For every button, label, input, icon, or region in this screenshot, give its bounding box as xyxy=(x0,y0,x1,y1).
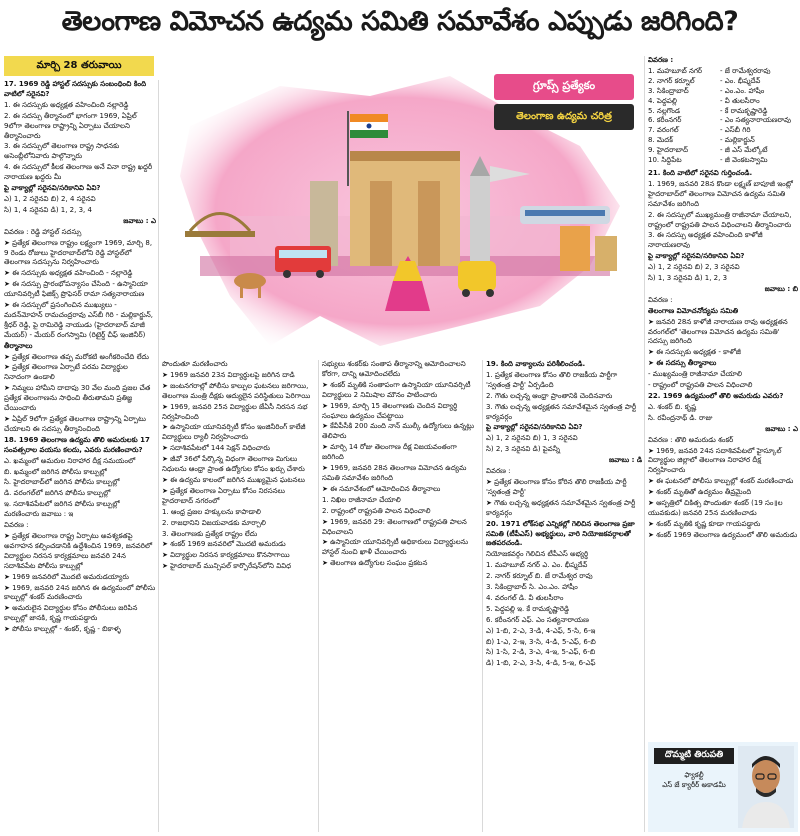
table-row xyxy=(648,107,798,117)
body-text: ➤ 1969, జనవరి 29: తెలంగాణలో రాష్ట్రపతి పాలన విధించాలని xyxy=(322,517,467,536)
body-text: ➤ ఈ ఘటనలో పోలీసు కాల్పుల్లో శంకర్ మరణించాడు xyxy=(648,477,794,486)
body-text: 6. కరీంనగర్ ఎఫ్. ఎం సత్యనారాయణ xyxy=(486,615,589,624)
body-text: ఇ. సదాశివపేటలో జరిగిన పోలీసు కాల్పుల్లో మరణించారు జవాబు : ఇ xyxy=(4,500,120,519)
body-text: ఎ. శంకర్ బి. కృష్ణ xyxy=(648,402,697,411)
body-text: 3. ఈ సదస్సులో తెలంగాణ రాష్ట్ర సాధనకు అసెంబ్లీలోనివారు పాల్గొన్నారు xyxy=(4,142,120,161)
body-text: డి) 1-బి, 2-ఎ, 3-సి, 4-డి, 5-ఇ, 6-ఎఫ్ xyxy=(486,659,596,668)
body-text: 3. ఈ సదస్సు అధ్యక్షత వహించింది కాళోజీ నారాయణరావు xyxy=(648,231,763,250)
column-4 xyxy=(486,360,642,832)
question-text: పై వాక్యాల్లో సరైనవి/సరికానివి ఏవి? xyxy=(648,252,745,261)
body-text: ➤ గౌతు లచ్చన్న అధ్యక్షతన సమావేశమైన స్వతంత్ర పార్టీ కార్యవర్గం xyxy=(486,498,636,517)
body-text: ➤ ప్రత్యేక తెలంగాణ కోసం కోరిన తొలి రాజకీయ పార్టీ 'స్వతంత్ర పార్టీ' xyxy=(486,477,627,496)
body-text: ➤ 1969 జనవరి 23న విద్యార్థులపై జరిగిన దాడి xyxy=(162,370,295,379)
body-text: ఎ. ఖమ్మంలో అమరుల నిరాహార దీక్ష సమయంలో xyxy=(4,456,136,465)
table-row xyxy=(648,77,798,87)
answer-line: జవాబు : ఎ xyxy=(123,216,156,225)
question-text: 17. 1969 రెడ్డి హాస్టల్ సదస్సుకు సంబంధించి కింది వాటిలో సరైనవి? xyxy=(4,80,147,98)
table-row xyxy=(648,67,798,77)
section-heading: తీర్మానాలు xyxy=(4,341,33,350)
body-text: సి) 1, 4 సరైనవి డి) 1, 2, 3, 4 xyxy=(4,205,92,214)
body-text: 2. ఈ సదస్సు తీర్మానంలో భాగంగా 1969, ఏప్రిల్ 9లోగా తెలంగాణ రాష్ట్రాన్ని ఏర్పాటు చేయాలని తీర్మానించారు xyxy=(4,111,137,140)
winner-cell: - వీ తులసీరాం xyxy=(720,96,760,105)
body-text: ➤ పోలీసు కాల్పుల్లో - శంకర్, కృష్ణ - బికాళ్ళ xyxy=(4,625,122,634)
body-text: ➤ హైదరాబాద్ మున్సిపల్ కార్పొరేషన్‌లోని వివిధ xyxy=(162,562,292,571)
body-text: 2. నాగర్ కర్నూల్ బి. జే రామేశ్వర రావు xyxy=(486,572,593,581)
body-text: ➤ ఉస్మానియా యూనివర్సిటీ అధికారులు విద్యార్థులను హాస్టల్ నుంచి ఖాళీ చేయించారు xyxy=(322,538,469,557)
body-text: - ముఖ్యమంత్రి రాజీనామా చేయాలి xyxy=(648,370,742,379)
body-text: ➤ శంకర్ 1969 తెలంగాణ ఉద్యమంలో తొలి అమరుడు xyxy=(648,530,798,539)
body-text: 1. ఈ సదస్సుకు అధ్యక్షత వహించింది నల్లారెడ్డి xyxy=(4,100,129,109)
body-text: ➤ 1969, జనవరి 25న విద్యార్థుల జేఏసీ నిరసన సభ నిర్వహించింది xyxy=(162,402,308,421)
body-text: ➤ ఈ సదస్సుకు అధ్యక్షత - కాళోజీ xyxy=(648,348,741,357)
body-text: పొందుతూ మరణించారు xyxy=(162,360,228,368)
body-text: ➤ ప్రత్యేక తెలంగాణ ఏర్పాటు కోసం నిరసనలు హైదరాబాద్ నగరంలో xyxy=(162,486,285,505)
body-text: ➤ శంకర్ 1969 జనవరిలో మొదటి అమరుడు xyxy=(162,540,286,549)
body-text: ఎ) 1, 2 సరైనవి బి) 2, 3 సరైనవి xyxy=(648,263,740,272)
body-text: సి. రవీంద్రనాథ్ డి. రాజు xyxy=(648,413,713,422)
winner-cell: - జే రామేశ్వరరావు xyxy=(720,66,771,75)
body-text: బి. ఖమ్మంలో జరిగిన పోలీసు కాల్పుల్లో xyxy=(4,467,107,476)
question-text: 21. కింది వాటిలో సరైనవి గుర్తించండి. xyxy=(648,168,753,177)
body-text: 2. ఈ సదస్సులో ముఖ్యమంత్రి రాజీనామా చేయాలని, రాష్ట్రంలో రాష్ట్రపతి పాలన విధించాలని తీర్మానించారు xyxy=(648,210,792,229)
body-text: ➤ శంకర్ మృతికి కృష్ణ కూడా గాయపడ్డారు xyxy=(648,519,761,528)
column-3 xyxy=(322,360,480,832)
answer-line: జవాబు : బి xyxy=(764,284,798,293)
body-text: 3. సికింద్రాబాద్ సి. ఎం.ఎం. హాషీం xyxy=(486,583,578,592)
winner-cell: - కే రామకృష్ణారెడ్డి xyxy=(720,106,768,115)
column-5-label: వివరణ : xyxy=(648,56,674,64)
body-text: ➤ ఏప్రిల్ 9లోగా ప్రత్యేక తెలంగాణ రాష్ట్రాన్ని ఏర్పాటు చేయాలని ఈ సదస్సు తీర్మానించింది xyxy=(4,415,146,433)
question-text: 19. కింది వాక్యాలను పరిశీలించండి. xyxy=(486,360,586,368)
author-box xyxy=(648,742,798,832)
body-text: 2. గౌతు లచ్చన్న ఆంధ్రా ప్రాంతానికి చెందినవారు xyxy=(486,391,613,400)
groups-special-badge: గ్రూప్స్ ప్రత్యేకం xyxy=(494,74,634,100)
body-text: - రాష్ట్రంలో రాష్ట్రపతి పాలన విధించాలి xyxy=(648,381,753,390)
question-text: 20. 1971 లోక్‌సభ ఎన్నికల్లో గెలిచిన తెలంగాణ ప్రజా సమితి (టీపీఎస్) అభ్యర్థులు, వారి నియోజకవర్గాలతో జతపరచండి. xyxy=(486,519,635,548)
body-text: 1. 1969, జనవరి 28న కొండా లక్ష్మణ్ బాపూజీ ఇంట్లో హైదరాబాద్‌లో తెలంగాణ విమోచన ఉద్యమ సమితి సమావేశం జరిగింది xyxy=(648,179,793,208)
question-text: 22. 1969 ఉద్యమంలో తొలి అమరుడు ఎవరు? xyxy=(648,392,784,400)
body-text: సి) 1, 3 సరైనవి డి) 1, 2, 3 xyxy=(648,274,728,283)
body-text: ఎ) 1, 2 సరైనవి బి) 1, 3 సరైనవి xyxy=(486,434,578,443)
author-role xyxy=(654,770,734,790)
body-text: ➤ 1969, జనవరి 28న తెలంగాణ విమోచన ఉద్యమ సమితి సమావేశం జరిగింది xyxy=(322,464,467,482)
section-heading: తెలంగాణ విమోచనోద్యమ సమితి xyxy=(648,306,739,315)
answer-line: జవాబు : ఎ xyxy=(765,424,798,433)
body-text: సి) 2, 3 సరైనవి డి) పైవన్నీ xyxy=(486,445,561,454)
body-text: సి. హైదరాబాద్‌లో జరిగిన పోలీసు కాల్పుల్లో xyxy=(4,478,120,487)
body-text: 1. మహబూబ్ నగర్ ఎ. ఎం. భీష్మదేవ్ xyxy=(486,561,588,570)
constituency-cell: 2. నాగర్ కర్నూల్ xyxy=(648,76,695,85)
table-row xyxy=(648,136,798,146)
body-text: ➤ మార్చి 14 రోజు తెలంగాణ దీక్ష విజయవంతంగా జరిగింది xyxy=(322,443,457,462)
body-text: వివరణ : xyxy=(648,295,673,304)
body-text: ➤ జంటనగరాల్లో పోలీసు కాల్పుల ఘటనలు జరిగాయి, తెలంగాణ మంత్రి దీక్షకు ఆద్యులైన పరిస్థితులు పెరిగాయి xyxy=(162,381,311,400)
body-text: ➤ తెలంగాణ ఉద్యోగుల సంఘం ప్రకటన xyxy=(322,559,428,568)
body-text: ➤ ఈ సదస్సుకు అధ్యక్షత వహించింది - నల్లారెడ్డి xyxy=(4,269,133,278)
winner-cell: - ఎం సత్యనారాయణరావు xyxy=(720,116,791,125)
body-text: ఎ) 1, 2 సరైనవి బి) 2, 4 సరైనవి xyxy=(4,194,96,203)
body-text: ➤ శంకర్ మృతికి సంతాపంగా ఉస్మానియా యూనివర్సిటీ విద్యార్థులు 2 నిమిషాల మౌనం పాటించారు xyxy=(322,380,471,399)
question-text: పై వాక్యాల్లో సరైనవి/సరికానివి ఏవి? xyxy=(4,184,101,193)
author-role-title: ఫ్యాకల్టీ xyxy=(684,771,704,779)
body-text: ➤ జనవరి 28న కాళోజీ నారాయణ రావు అధ్యక్షతన వరంగల్‌లో 'తెలంగాణ విమోచన ఉద్యమ సమితి' సదస్సు జరిగింది xyxy=(648,317,788,346)
body-text: ➤ ఈ సదస్సు ప్రారంభోపన్యాసం చేసింది - ఉస్మానియా యూనివర్సిటీ ఫిజిక్స్ ప్రొఫెసర్ రామా సత్యనారాయణ xyxy=(4,280,148,299)
body-text: ➤ జీవో 36లో పేర్కొన్న విధంగా తెలంగాణ మిగులు నిధులను ఆంధ్రా ప్రాంత ఉద్యోగుల కోసం ఖర్చు చేశారు xyxy=(162,455,305,474)
body-text: వివరణ : రెడ్డి హాస్టల్ సదస్సు xyxy=(4,227,82,236)
constituency-cell: 10. సిద్దిపేట xyxy=(648,156,682,165)
body-text: వివరణ : xyxy=(486,467,511,476)
body-text: వివరణ : తొలి అమరుడు శంకర్ xyxy=(648,435,734,444)
body-text: ➤ 1969 జనవరిలో మొదటి అమరుడయ్యారు xyxy=(4,572,129,581)
winner-cell: - మల్లికార్జున్ xyxy=(720,136,755,145)
constituency-cell: 8. మెదక్ xyxy=(648,136,673,145)
body-text: 3. గౌతు లచ్చన్న అధ్యక్షతన సమావేశమైన స్వతంత్ర పార్టీ కార్యవర్గం xyxy=(486,402,637,421)
body-text: ➤ అమరులైన విద్యార్థుల కోసం పోలీసులు జరిపిన కాల్పుల్లో జానకి, కృష్ణ గాయపడ్డారు xyxy=(4,604,138,623)
body-text: 1. ఆంధ్ర ప్రజల హక్కులను కాపాడాలి xyxy=(162,507,261,516)
body-text: 1. నిఖిల రాజీనామా చేయాలి xyxy=(322,495,401,504)
body-text: ➤ ఈ ఉద్యమ కాలంలో జరిగిన ముఖ్యమైన ఘటనలు xyxy=(162,475,305,484)
body-text: 4. ఈ సదస్సులో కీలక తెలంగాణ అనే వినా రాష్ట్ర ఖద్దరీ నారాయణ ఖద్దరు మీ xyxy=(4,163,153,182)
table-row xyxy=(648,97,798,107)
body-text: ➤ నిమ్మలు హామీని దాదాపు 30 వేల మంది ప్రజల చేత ప్రత్యేక తెలంగాణను సాధించి తీరుతామని ప్రతిజ్ఞ చేయించారు xyxy=(4,384,151,413)
page-headline: తెలంగాణ విమోచన ఉద్యమ సమితి సమావేశం ఎప్పుడు జరిగింది? xyxy=(61,6,739,37)
constituency-cell: 7. వరంగల్ xyxy=(648,126,679,135)
question-text: పై వాక్యాల్లో సరైనవి/సరికానివి ఏవి? xyxy=(486,423,583,432)
column-5 xyxy=(648,56,798,740)
constituency-cell: 5. నల్లగొండ xyxy=(648,106,681,115)
winner-cell: - ఎం.ఎం. హాషీం xyxy=(720,86,765,95)
table-row xyxy=(648,126,798,136)
hero-title-block xyxy=(494,74,634,134)
body-text: సి) 1-సి, 2-డి, 3-ఎ, 4-ఇ, 5-ఎఫ్, 6-బి xyxy=(486,648,596,657)
answer-line: జవాబు : డి xyxy=(609,456,642,465)
body-text: వివరణ : xyxy=(4,521,29,530)
column-5-body xyxy=(648,169,798,541)
body-text: ➤ ప్రత్యేక తెలంగాణ తప్ప మరోకటి అంగీకరించేది లేదు xyxy=(4,352,149,361)
table-row xyxy=(648,146,798,156)
column-1 xyxy=(4,80,156,832)
constituency-cell: 6. కరీంనగర్ xyxy=(648,116,682,125)
winner-cell: - ఎస్‌బీ గిరి xyxy=(720,126,751,135)
author-role-org: ఎస్ జే క్యారీర్ అకాడమీ xyxy=(662,781,726,789)
constituency-cell: 9. హైదరాబాద్ xyxy=(648,146,689,155)
winner-cell: - ఎం. భీష్మదేవ్ xyxy=(720,76,761,85)
body-text: ➤ విద్యార్థుల నిరసన కార్యక్రమాలు కొనసాగాయి xyxy=(162,551,290,560)
body-text: బి) 1-ఎ, 2-ఇ, 3-సి, 4-డి, 5-ఎఫ్, 6-బి xyxy=(486,637,596,646)
body-text: ➤ 1969, జనవరి 24న సదాశివపేటలో హైస్కూల్ విద్యార్థుల జిల్లాలో తెలంగాణ నిరాహార దీక్ష నిర్వహించారు xyxy=(648,446,782,475)
winner-cell: - జీ వెంకటస్వామి xyxy=(720,156,768,165)
movement-history-badge: తెలంగాణ ఉద్యమ చరిత్ర xyxy=(494,104,634,130)
column-2 xyxy=(162,360,314,832)
table-row xyxy=(648,87,798,97)
constituency-cell: 3. సికింద్రాబాద్ xyxy=(648,86,689,95)
body-text: ఎ) 1-బి, 2-ఎ, 3-డి, 4-ఎఫ్, 5-సి, 6-ఇ xyxy=(486,626,596,635)
author-photo xyxy=(738,746,794,828)
body-text: డి. వరంగల్‌లో జరిగిన పోలీసు కాల్పుల్లో xyxy=(4,489,111,498)
body-text: ➤ ఈ సమావేశంలో ఆమోదించిన తీర్మానాలు xyxy=(322,484,441,493)
body-text: 4. వరంగల్ డి. వీ తులసీరాం xyxy=(486,593,564,602)
table-row xyxy=(648,156,798,166)
body-text: 5. పెద్దపల్లి ఇ. కే రామకృష్ణారెడ్డి xyxy=(486,604,570,613)
author-name: దొమ్మటి తిరుపతి xyxy=(654,748,734,764)
body-text: ➤ ఆస్పత్రిలో చికిత్స పొందుతూ శంకర్ (19 సం॥ల యువకుడు) జనవరి 25న మరణించాడు xyxy=(648,499,783,517)
body-text: నియోజకవర్గం గెలిచిన టీపీఎస్ అభ్యర్థి xyxy=(486,550,589,559)
body-text: ➤ 1969, జనవరి 24న జరిగిన ఈ ఉద్యమంలో పోలీసు కాల్పుల్లో శంకర్ మరణించారు xyxy=(4,583,156,602)
mp-winners-table xyxy=(648,67,798,166)
table-row xyxy=(648,116,798,126)
body-text: ➤ ప్రత్యేక తెలంగాణ రాష్ట్ర ఏర్పాటు అవశ్యకతపై అవగాహన కల్పించడానికి ఉద్దేశించిన 1969, జనవరిలో విద్యార్థుల నిరసన కార్యక్రమాలు జనవరి 24న సదాశివపేట పోలీసు కాల్పుల్లో xyxy=(4,531,153,570)
body-text: 3. తెలంగాణకు ప్రత్యేక రాష్ట్రం లేదు xyxy=(162,529,258,538)
hero-illustration xyxy=(160,56,640,356)
continuation-tag: మార్చి 28 తరువాయి xyxy=(4,56,154,76)
body-text: 2. రాజధానిని విజయవాడకు మార్చాలి xyxy=(162,518,266,527)
body-text: ➤ సదాశివపేటలో 144 సెక్షన్ విధించారు xyxy=(162,444,270,453)
constituency-cell: 1. మహబూబ్ నగర్ xyxy=(648,66,703,75)
body-text: సభ్యులు శంకర్‌కు సంతాప తీర్మానాన్ని ఆమోదించాలని కోరగా, దాన్ని ఆమోదించలేదు xyxy=(322,360,466,378)
section-heading: ➤ ఈ సదస్సు తీర్మానాలు xyxy=(648,359,717,368)
body-text: ➤ ఈ సదస్సులో ప్రసంగించిన ముఖ్యులు - మదన్‌మోహన్ రామచంద్రరావు ఎస్‌బీ గిరి - మల్లికార్జున్, శ్రీధర్ రెడ్డి, పై రామిరెడ్డి నాయుడు (హైదరాబాద్ మాజీ మేయర్) - మేయర్ రంగస్వామి (రిటైర్డ్ చీఫ్ ఇంజినీర్) xyxy=(4,301,153,339)
body-text: ➤ ప్రత్యేక తెలంగాణ ఏర్పాటే పరమ విద్యార్థుల నినాదంగా ఉండాలి xyxy=(4,363,128,382)
body-text: ➤ 1969, మార్చి 15 తెలంగాణకు చెందిన విద్యార్థి సంఘాలు ఉద్యమం చేపట్టాయి xyxy=(322,401,458,420)
body-text: 1. ప్రత్యేక తెలంగాణ కోసం తొలి రాజకీయ పార్టీగా 'స్వతంత్ర పార్టీ' ఏర్పడింది xyxy=(486,370,618,389)
body-text: ➤ ప్రత్యేక తెలంగాణ రాష్ట్రం లక్ష్యంగా 1969, మార్చి 8, 9 రెండు రోజులు హైదరాబాద్‌లోని రెడ్డి హాస్టల్‌లో తెలంగాణ సదస్సును నిర్వహించారు xyxy=(4,238,153,267)
body-text: ➤ శంకర్ మృతితో ఉద్యమం తీవ్రమైంది xyxy=(648,488,752,497)
question-text: 18. 1969 తెలంగాణ ఉద్యమ తొలి అమరులకు 17 సంవత్సరాల వయసు కలదు, ఎవరు మరణించారు? xyxy=(4,435,150,454)
constituency-cell: 4. పెద్దపల్లి xyxy=(648,96,677,105)
winner-cell: - జీ ఎస్ మేల్కోటే xyxy=(720,146,768,155)
body-text: ➤ ఉస్మానియా యూనివర్సిటీ కోసం ఇంజినీరింగ్ కాలేజీ విద్యార్థులు ర్యాలీ నిర్వహించారు xyxy=(162,423,306,442)
body-text: ➤ కేవీపీసీకి 200 మంది నాన్ ముల్కీ ఉద్యోగులు ఉన్నట్లు తెలిపారు xyxy=(322,422,475,441)
body-text: 2. రాష్ట్రంలో రాష్ట్రపతి పాలన విధించాలి xyxy=(322,506,431,515)
